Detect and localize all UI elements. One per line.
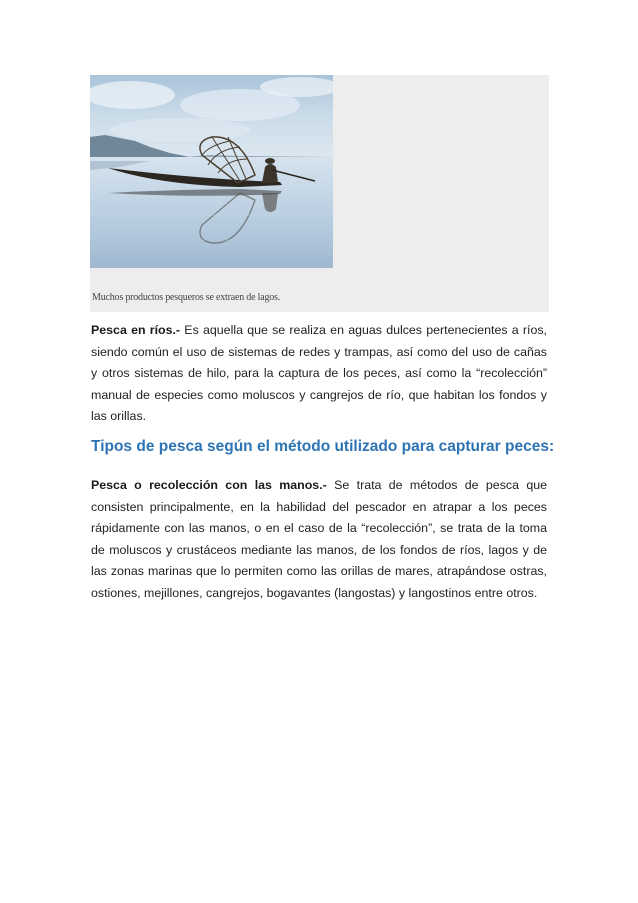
paragraph-pesca-manos bbox=[91, 475, 547, 605]
figure-caption: Muchos productos pesqueros se extraen de lagos. bbox=[92, 292, 281, 303]
paragraph-body: Es aquella que se realiza en aguas dulces pertenecientes a ríos, siendo común el uso de sistemas de redes y trampas, así como del uso de cañas y otros sistemas de hilo, para la captura de los peces, así como la “recolección” manual de especies como moluscos y cangrejos de río, que habitan los fondos y las orillas. bbox=[91, 323, 547, 424]
section-heading: Tipos de pesca según el método utilizado para capturar peces: bbox=[91, 438, 555, 455]
figure bbox=[90, 75, 549, 312]
paragraph-body: Se trata de métodos de pesca que consisten principalmente, en la habilidad del pescador en atrapar a los peces rápidamente con las manos, o en el caso de la “recolección”, se trata de la toma de moluscos y crustáceos mediante las manos, de los fondos de ríos, lagos y de las zonas marinas que lo permiten como las orillas de mares, atrapándose ostras, ostiones, mejillones, cangrejos, bogavantes (langostas) y langostinos entre otros. bbox=[91, 478, 547, 600]
paragraph-pesca-rios bbox=[91, 320, 547, 428]
paragraph-lead: Pesca en ríos.- bbox=[91, 323, 181, 337]
paragraph-lead: Pesca o recolección con las manos.- bbox=[91, 478, 327, 492]
fisherman-photo bbox=[90, 75, 333, 268]
